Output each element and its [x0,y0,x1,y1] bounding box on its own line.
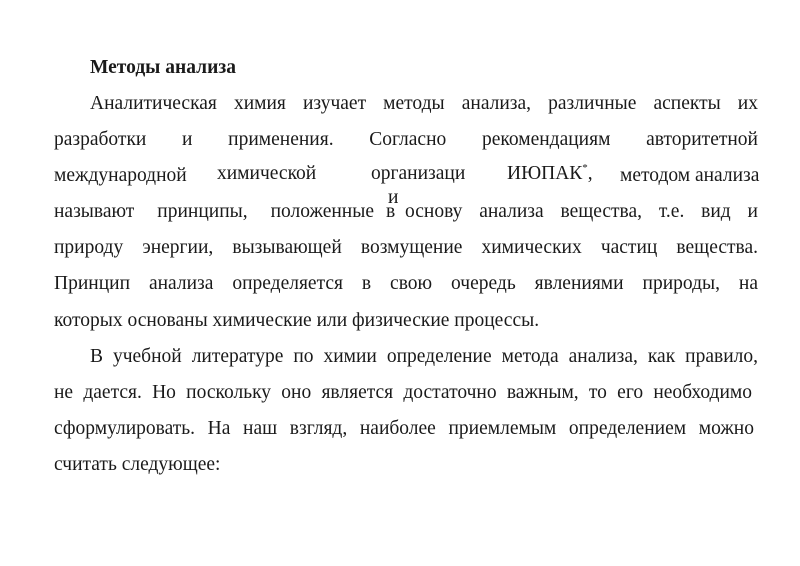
footnote-marker: * [582,162,588,174]
p1-line-3-part-4 [507,162,593,186]
p1-line-4-part-3: основу анализа вещества, т.е. вид и [405,201,758,222]
p1-line-7: которых основаны химические или физические процессы. [54,310,540,331]
p2-line-4: считать следующее: [54,454,221,475]
p1-line-4-part-2: в [386,201,396,222]
p1-line-3-part-1: международной [54,165,187,186]
p1-line-2: разработки и применения. Согласно рекомендациям авторитетной [54,129,758,150]
p1-line-4-part-1: называют принципы, положенные [54,201,374,222]
p1-line-3-part-3: организаци [371,163,466,184]
p2-line-1: В учебной литературе по химии определение метода анализа, как правило, [90,346,758,367]
comma: , [587,163,593,184]
p2-line-2: не дается. Но поскольку оно является достаточно важным, то его необходимо [54,382,752,403]
p1-line-3-wrapped-letter: и [388,187,399,208]
iupac-abbr: ИЮПАК [507,163,583,184]
p2-line-3: сформулировать. На наш взгляд, наиболее приемлемым определением можно [54,418,754,439]
p1-line-5: природу энергии, вызывающей возмущение химических частиц вещества. [54,237,758,258]
p1-line-3-part-5: методом анализа [620,165,760,186]
section-heading: Методы анализа [90,57,236,78]
p1-line-3-part-2: химической [217,163,317,184]
p1-line-1: Аналитическая химия изучает методы анализа, различные аспекты их [90,93,758,114]
p1-line-6: Принцип анализа определяется в свою очередь явлениями природы, на [54,273,758,294]
